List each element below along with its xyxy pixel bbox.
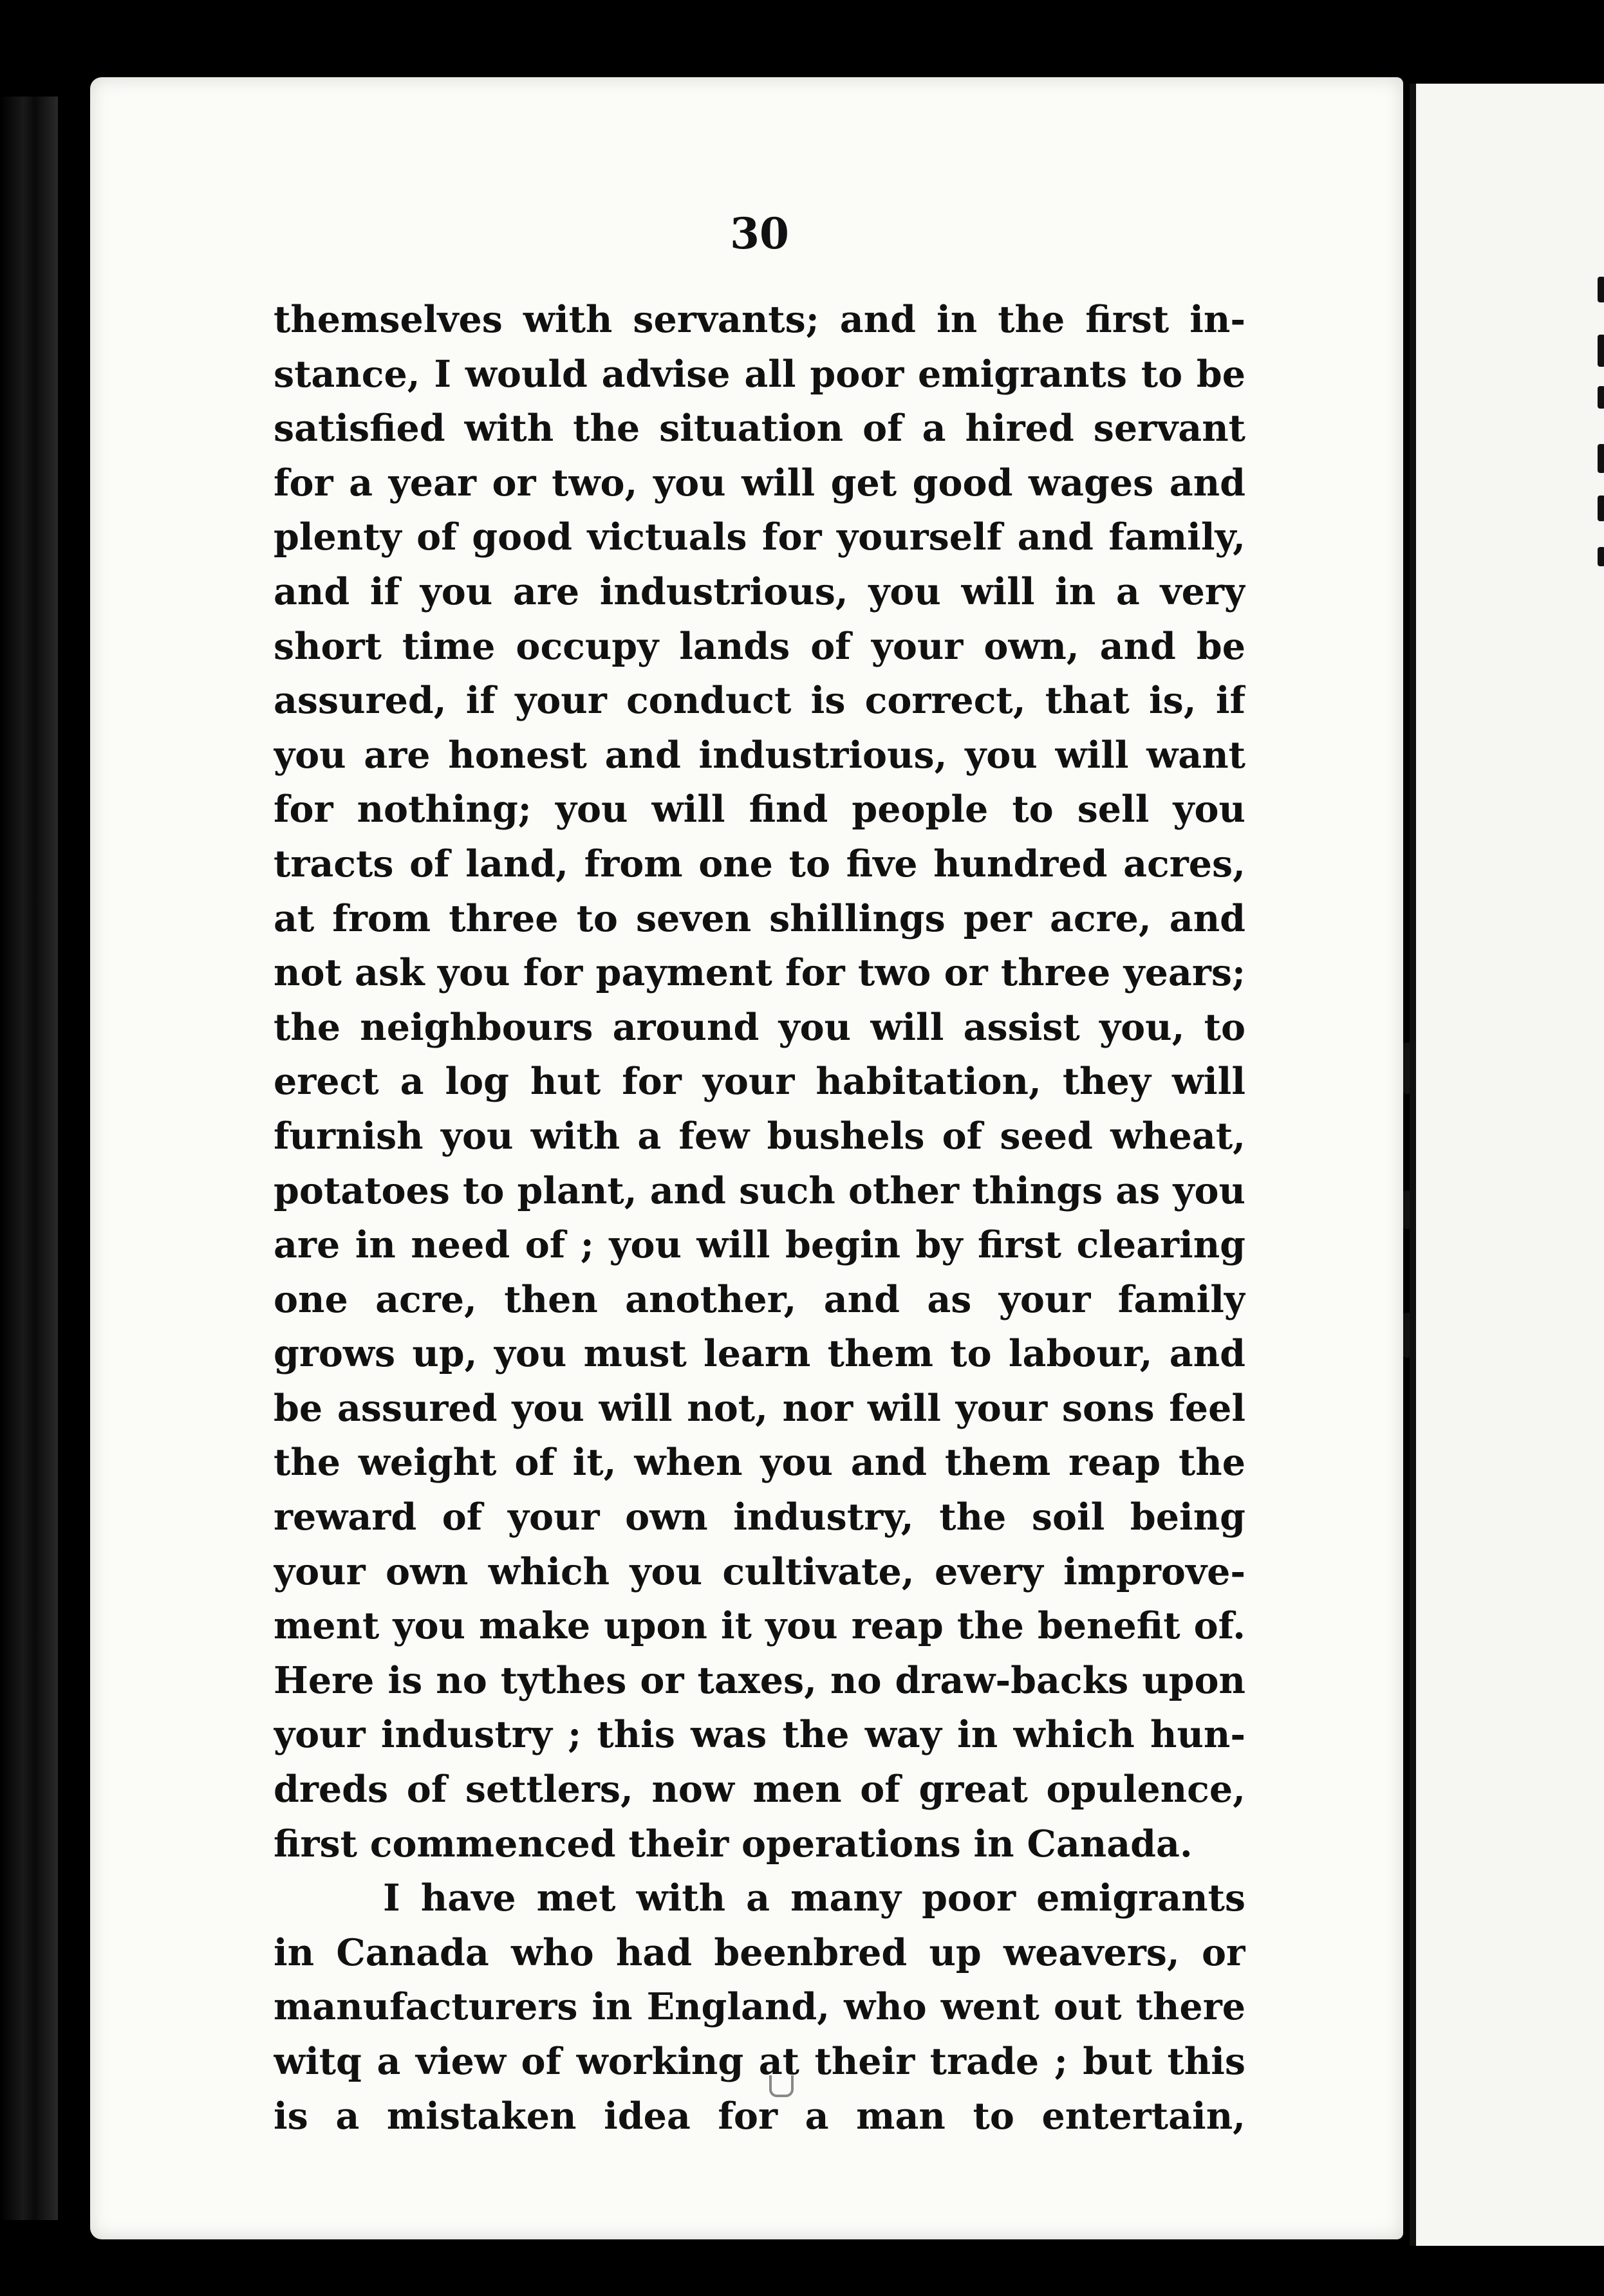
ink-smudge [769, 2075, 794, 2097]
text-line: manufacturers in England, who went out there [274, 1985, 1245, 2029]
text-line: you are honest and industrious, you will want [274, 733, 1245, 777]
adjacent-page-edge [1410, 84, 1604, 2246]
text-line: witq a view of working at their trade ; but this [274, 2040, 1245, 2083]
text-line: the weight of it, when you and them reap the [274, 1441, 1245, 1485]
text-line: erect a log hut for your habitation, they will [274, 1060, 1245, 1104]
text-line: dreds of settlers, now men of great opulence, [274, 1768, 1245, 1811]
text-line: assured, if your conduct is correct, that is, if [274, 679, 1245, 723]
glyph-fragment [1598, 386, 1604, 409]
text-line: grows up, you must learn them to labour, and [274, 1332, 1245, 1376]
text-line: plenty of good victuals for yourself and family, [274, 515, 1245, 559]
glyph-fragment [1598, 495, 1604, 521]
text-line: satisfied with the situation of a hired servant [274, 407, 1245, 450]
text-line: for nothing; you will find people to sell you [274, 788, 1245, 831]
text-line: stance, I would advise all poor emigrants to be [274, 352, 1245, 396]
glyph-fragment [1598, 444, 1604, 473]
text-line: the neighbours around you will assist you, to [274, 1005, 1245, 1049]
text-line: tracts of land, from one to five hundred acres, [274, 842, 1245, 885]
body-text [274, 293, 1245, 2143]
text-line: Here is no tythes or taxes, no draw-backs upon [274, 1658, 1245, 1702]
text-line: I have met with a many poor emigrants [383, 1876, 1245, 1920]
glyph-fragment [1403, 1190, 1411, 1229]
text-line: be assured you will not, nor will your sons feel [274, 1386, 1245, 1430]
text-line: furnish you with a few bushels of seed wheat, [274, 1114, 1245, 1158]
text-line: reward of your own industry, the soil being [274, 1495, 1245, 1539]
text-line: first commenced their operations in Canada. [274, 1822, 1193, 1866]
page-number: 30 [730, 208, 789, 259]
text-line: is a mistaken idea for a man to entertain, [274, 2094, 1245, 2138]
text-line: your own which you cultivate, every improve- [274, 1550, 1245, 1593]
text-line: your industry ; this was the way in which hun- [274, 1713, 1245, 1757]
glyph-fragment [1403, 1042, 1411, 1094]
glyph-fragment [1598, 335, 1604, 367]
text-line: potatoes to plant, and such other things as you [274, 1169, 1245, 1212]
glyph-fragment [1598, 547, 1604, 566]
text-line: not ask you for payment for two or three years; [274, 951, 1245, 995]
text-line: short time occupy lands of your own, and be [274, 624, 1245, 668]
text-line: at from three to seven shillings per acre, and [274, 896, 1245, 940]
glyph-fragment [1598, 277, 1604, 302]
text-line: ment you make upon it you reap the benefit of. [274, 1604, 1245, 1648]
text-line: and if you are industrious, you will in a very [274, 569, 1245, 613]
text-line: are in need of ; you will begin by first clearing [274, 1223, 1245, 1267]
text-line: one acre, then another, and as your family [274, 1277, 1245, 1321]
text-line: in Canada who had beenbred up weavers, or [274, 1930, 1245, 1974]
book-binding-edge [0, 97, 58, 2220]
glyph-fragment [1403, 1313, 1411, 1358]
text-line: themselves with servants; and in the first in- [274, 298, 1245, 341]
text-line: for a year or two, you will get good wages and [274, 461, 1245, 505]
